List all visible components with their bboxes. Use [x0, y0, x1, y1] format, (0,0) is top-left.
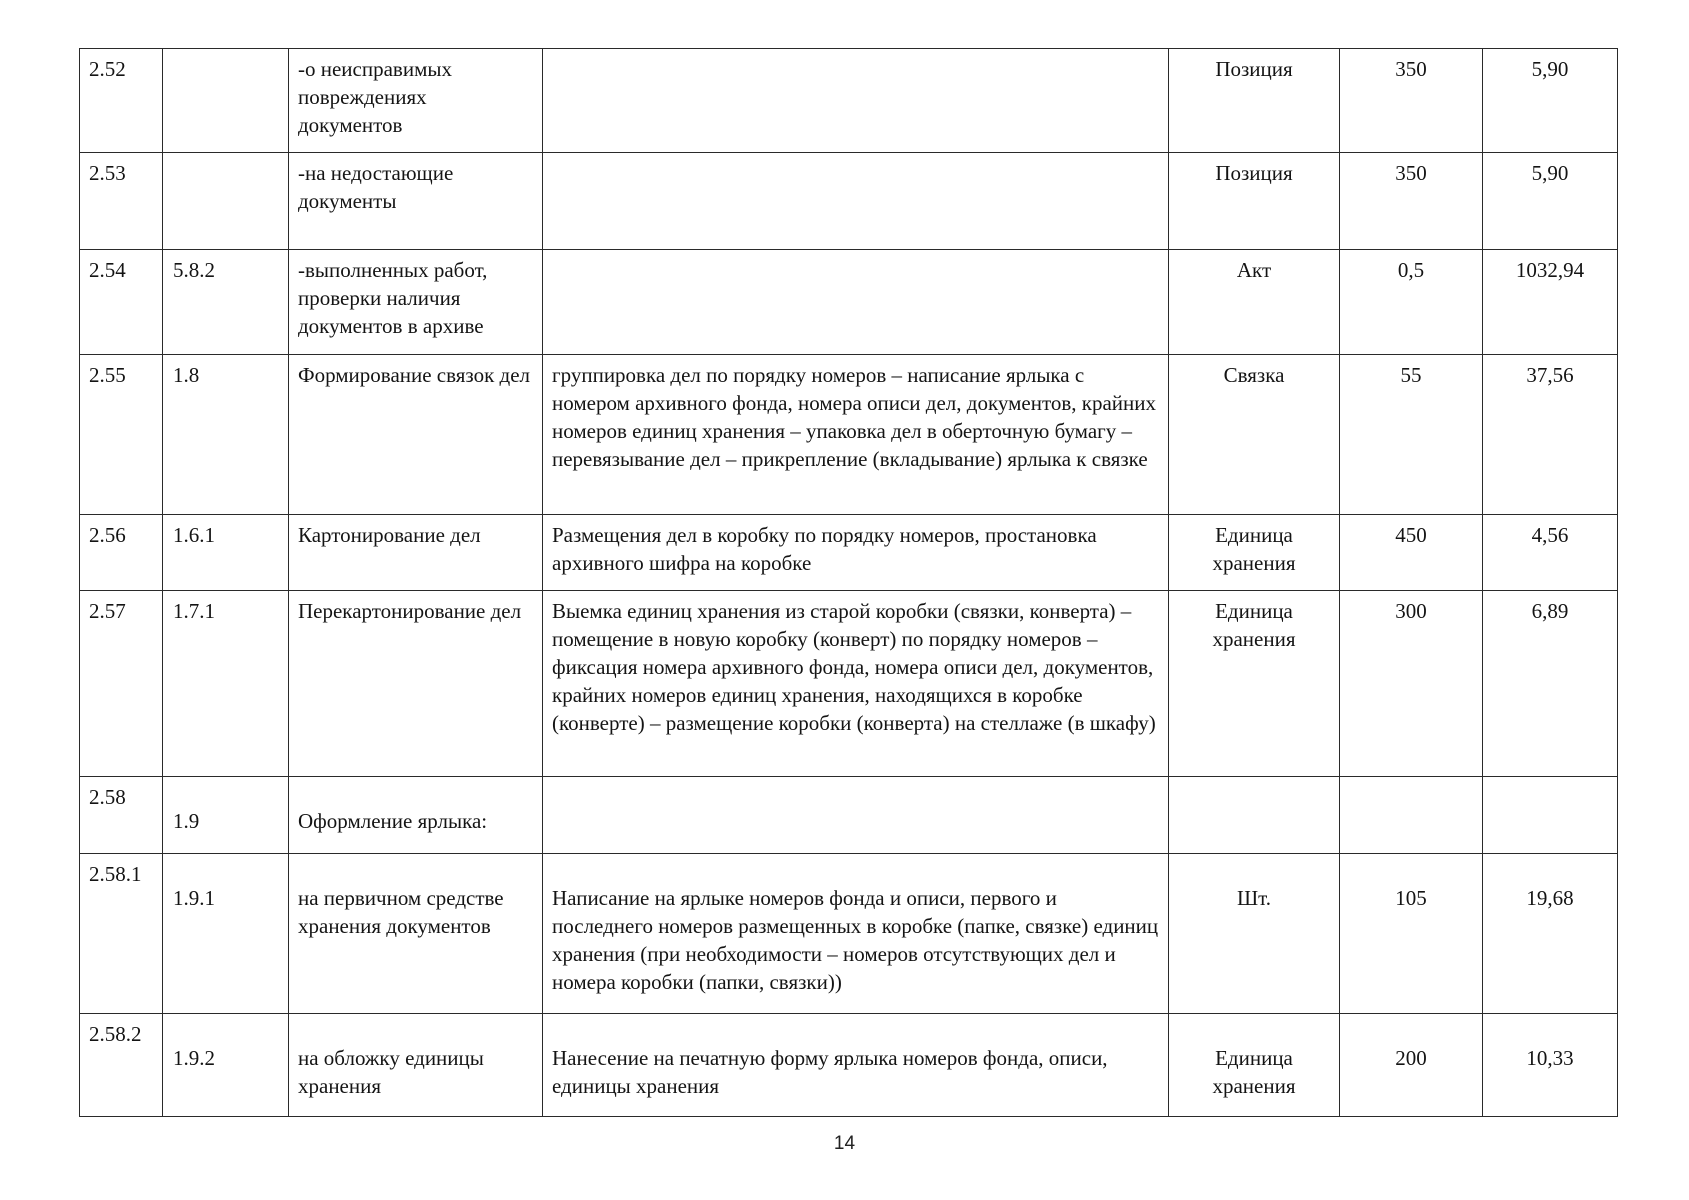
row-name: -о неисправимых повреждениях документов: [289, 49, 543, 153]
table-row: [80, 250, 1618, 355]
row-unit: Позиция: [1169, 49, 1340, 153]
table-row: [80, 515, 1618, 591]
row-number: 2.56: [80, 515, 163, 591]
row-code: 1.9.2: [163, 1014, 289, 1117]
row-norm: 350: [1340, 49, 1483, 153]
page-number: 14: [833, 1133, 856, 1154]
row-description: Размещения дел в коробку по порядку номеров, простановка архивного шифра на коробке: [543, 515, 1169, 591]
table-row: [80, 777, 1618, 854]
row-code: 1.9.1: [163, 854, 289, 1014]
row-name: Формирование связок дел: [289, 355, 543, 515]
row-cost: 6,89: [1483, 591, 1618, 777]
row-cost: 5,90: [1483, 49, 1618, 153]
row-code: [163, 49, 289, 153]
row-cost: 19,68: [1483, 854, 1618, 1014]
row-norm: [1340, 777, 1483, 854]
table-row: [80, 591, 1618, 777]
row-number: 2.54: [80, 250, 163, 355]
row-number: 2.58.2: [80, 1014, 163, 1117]
row-code: [163, 153, 289, 250]
row-unit: Единица хранения: [1169, 591, 1340, 777]
row-description: [543, 153, 1169, 250]
row-unit: [1169, 777, 1340, 854]
row-unit: Позиция: [1169, 153, 1340, 250]
row-name: Картонирование дел: [289, 515, 543, 591]
table-row: [80, 1014, 1618, 1117]
row-norm: 450: [1340, 515, 1483, 591]
row-unit: Акт: [1169, 250, 1340, 355]
row-norm: 0,5: [1340, 250, 1483, 355]
row-name: на обложку единицы хранения: [289, 1014, 543, 1117]
row-cost: 37,56: [1483, 355, 1618, 515]
row-cost: 4,56: [1483, 515, 1618, 591]
row-name: -выполненных работ, проверки наличия документов в архиве: [289, 250, 543, 355]
row-number: 2.55: [80, 355, 163, 515]
row-description: [543, 777, 1169, 854]
row-norm: 55: [1340, 355, 1483, 515]
table-row: [80, 49, 1618, 153]
row-code: 1.6.1: [163, 515, 289, 591]
row-description: Выемка единиц хранения из старой коробки (связки, конверта) – помещение в новую коробку (конверт) по порядку номеров – фиксация номера архивного фонда, номера описи дел, документов, крайних номеров единиц хранения, находящихся в коробке (конверте) – размещение коробки (конверта) на стеллаже (в шкафу): [543, 591, 1169, 777]
tariff-table: [79, 48, 1618, 1117]
row-name: -на недостающие документы: [289, 153, 543, 250]
table-row: [80, 153, 1618, 250]
row-name: на первичном средстве хранения документов: [289, 854, 543, 1014]
row-description: Нанесение на печатную форму ярлыка номеров фонда, описи, единицы хранения: [543, 1014, 1169, 1117]
row-number: 2.57: [80, 591, 163, 777]
row-norm: 105: [1340, 854, 1483, 1014]
row-unit: Связка: [1169, 355, 1340, 515]
row-number: 2.58.1: [80, 854, 163, 1014]
row-number: 2.52: [80, 49, 163, 153]
row-description: Написание на ярлыке номеров фонда и описи, первого и последнего номеров размещенных в коробке (папке, связке) единиц хранения (при необходимости – номеров отсутствующих дел и номера коробки (папки, связки)): [543, 854, 1169, 1014]
row-norm: 300: [1340, 591, 1483, 777]
row-code: 1.9: [163, 777, 289, 854]
row-description: [543, 49, 1169, 153]
row-unit: Единица хранения: [1169, 515, 1340, 591]
row-number: 2.58: [80, 777, 163, 854]
row-code: 1.7.1: [163, 591, 289, 777]
table-row: [80, 854, 1618, 1014]
row-description: [543, 250, 1169, 355]
row-unit: Шт.: [1169, 854, 1340, 1014]
row-cost: 5,90: [1483, 153, 1618, 250]
row-number: 2.53: [80, 153, 163, 250]
row-code: 1.8: [163, 355, 289, 515]
row-name: Перекартонирование дел: [289, 591, 543, 777]
row-norm: 350: [1340, 153, 1483, 250]
row-cost: 1032,94: [1483, 250, 1618, 355]
row-code: 5.8.2: [163, 250, 289, 355]
table-row: [80, 355, 1618, 515]
row-description: группировка дел по порядку номеров – написание ярлыка с номером архивного фонда, номера описи дел, документов, крайних номеров единиц хранения – упаковка дел в оберточную бумагу – перевязывание дел – прикрепление (вкладывание) ярлыка к связке: [543, 355, 1169, 515]
row-norm: 200: [1340, 1014, 1483, 1117]
row-cost: 10,33: [1483, 1014, 1618, 1117]
row-cost: [1483, 777, 1618, 854]
row-name: Оформление ярлыка:: [289, 777, 543, 854]
row-unit: Единица хранения: [1169, 1014, 1340, 1117]
